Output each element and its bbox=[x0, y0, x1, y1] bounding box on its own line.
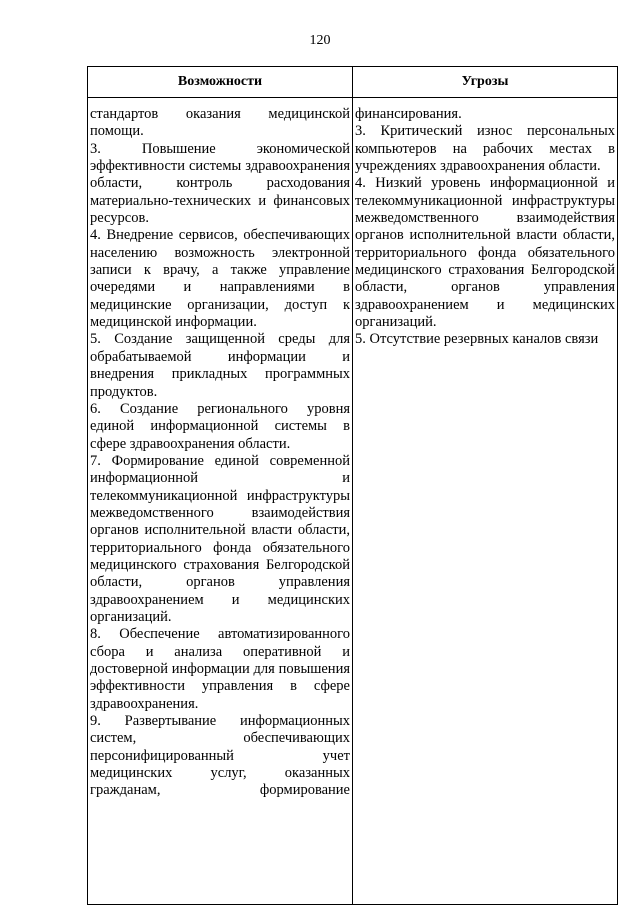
opportunity-item: 5. Создание защищенной среды для обрабатываемой информации и внедрения прикладных программных продуктов. bbox=[90, 331, 350, 400]
table-body-row bbox=[88, 98, 618, 905]
opportunity-item: 9. Развертывание информационных систем, обеспечивающих персонифицированный учет медицинских услуг, оказанных гражданам, формирование bbox=[90, 713, 350, 799]
threat-item: 5. Отсутствие резервных каналов связи bbox=[355, 331, 599, 348]
opportunity-item: 4. Внедрение сервисов, обеспечивающих населению возможность электронной записи к врачу, а также управление очередями и направлениями в медицинские организации, доступ к медицинской информации. bbox=[90, 227, 350, 331]
header-opportunities: Возможности bbox=[88, 67, 353, 98]
opportunity-item: 7. Формирование единой современной информационной и телекоммуникационной инфраструктуры межведомственного взаимодействия органов исполнительной власти области, территориального фонда обязательного медицинского страхования Белгородской области, органов управления здравоохранением и медицинских организаций. bbox=[90, 452, 350, 625]
page-number: 120 bbox=[309, 33, 331, 48]
header-threats: Угрозы bbox=[353, 67, 618, 98]
threat-item: 3. Критический износ персональных компьютеров на рабочих местах в учреждениях здравоохранения области. bbox=[355, 123, 615, 175]
opportunities-cell bbox=[88, 98, 353, 905]
threat-item: 4. Низкий уровень информационной и телекоммуникационной инфраструктуры межведомственного взаимодействия органов исполнительной власти области, территориального фонда обязательного медицинского страхования Белгородской области, органов управления здравоохранением и медицинских организаций. bbox=[355, 175, 615, 331]
table-header-row bbox=[88, 67, 618, 98]
opportunity-item: 3. Повышение экономической эффективности системы здравоохранения области, контроль расходования материально-технических и финансовых ресурсов. bbox=[90, 140, 350, 227]
opportunity-item: 6. Создание регионального уровня единой информационной системы в сфере здравоохранения области. bbox=[90, 400, 350, 452]
swot-table bbox=[87, 66, 618, 905]
opportunity-item: стандартов оказания медицинской помощи. bbox=[90, 106, 350, 140]
opportunity-item: 8. Обеспечение автоматизированного сбора и анализа оперативной и достоверной информации для повышения эффективности управления в сфере здравоохранения. bbox=[90, 626, 350, 712]
threat-item: финансирования. bbox=[355, 106, 462, 122]
threats-cell bbox=[353, 98, 618, 905]
